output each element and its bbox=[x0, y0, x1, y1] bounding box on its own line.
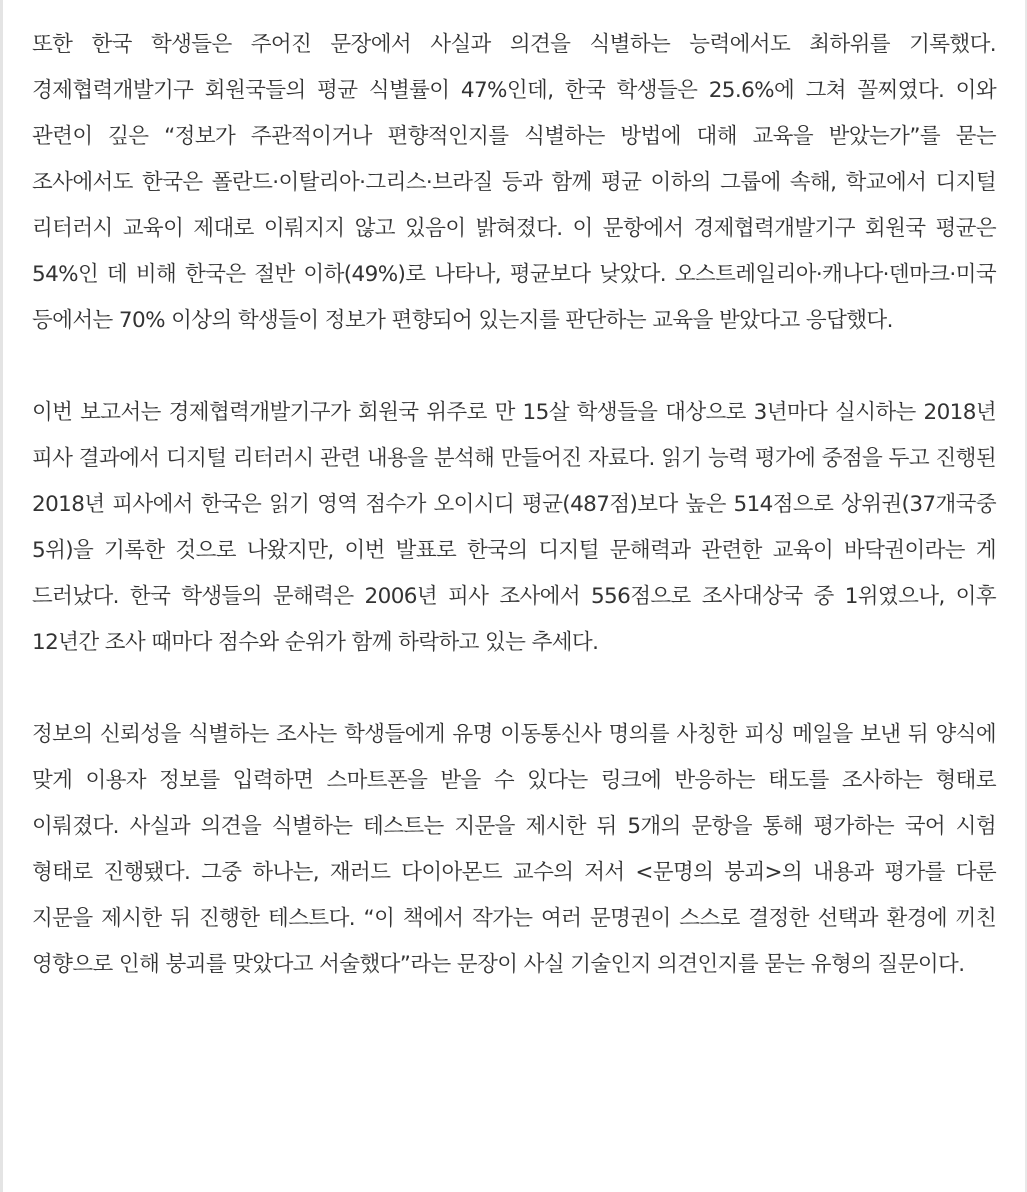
article-paragraph-2: 이번 보고서는 경제협력개발기구가 회원국 위주로 만 15살 학생들을 대상으로 3년마다 실시하는 2018년 피사 결과에서 디지털 리터러시 관련 내용을 분석해 만들어진 자료다. 읽기 능력 평가에 중점을 두고 진행된 2018년 피사에서 한국은 읽기 영역 점수가 오이시디 평균(487점)보다 높은 514점으로 상위권(37개국중 5위)을 기록한 것으로 나왔지만, 이번 발표로 한국의 디지털 문해력과 관련한 교육이 바닥권이라는 게 드러났다. 한국 학생들의 문해력은 2006년 피사 조사에서 556점으로 조사대상국 중 1위였으나, 이후 12년간 조사 때마다 점수와 순위가 함께 하락하고 있는 추세다. bbox=[32, 400, 996, 655]
article-paragraph-1: 또한 한국 학생들은 주어진 문장에서 사실과 의견을 식별하는 능력에서도 최하위를 기록했다. 경제협력개발기구 회원국들의 평균 식별률이 47%인데, 한국 학생들은 25.6%에 그쳐 꼴찌였다. 이와 관련이 깊은 “정보가 주관적이거나 편향적인지를 식별하는 방법에 대해 교육을 받았는가”를 묻는 조사에서도 한국은 폴란드·이탈리아·그리스·브라질 등과 함께 평균 이하의 그룹에 속해, 학교에서 디지털 리터러시 교육이 제대로 이뤄지지 않고 있음이 밝혀졌다. 이 문항에서 경제협력개발기구 회원국 평균은 54%인 데 비해 한국은 절반 이하(49%)로 나타나, 평균보다 낮았다. 오스트레일리아·캐나다·덴마크·미국 등에서는 70% 이상의 학생들이 정보가 편향되어 있는지를 판단하는 교육을 받았다고 응답했다. bbox=[32, 32, 996, 333]
left-border bbox=[0, 0, 3, 1192]
article-paragraph-3: 정보의 신뢰성을 식별하는 조사는 학생들에게 유명 이동통신사 명의를 사칭한 피싱 메일을 보낸 뒤 양식에 맞게 이용자 정보를 입력하면 스마트폰을 받을 수 있다는 링크에 반응하는 태도를 조사하는 형태로 이뤄졌다. 사실과 의견을 식별하는 테스트는 지문을 제시한 뒤 5개의 문항을 통해 평가하는 국어 시험 형태로 진행됐다. 그중 하나는, 재러드 다이아몬드 교수의 저서 <문명의 붕괴>의 내용과 평가를 다룬 지문을 제시한 뒤 진행한 테스트다. “이 책에서 작가는 여러 문명권이 스스로 결정한 선택과 환경에 끼친 영향으로 인해 붕괴를 맞았다고 서술했다”라는 문장이 사실 기술인지 의견인지를 묻는 유형의 질문이다. bbox=[32, 722, 996, 977]
article-body bbox=[32, 22, 996, 988]
